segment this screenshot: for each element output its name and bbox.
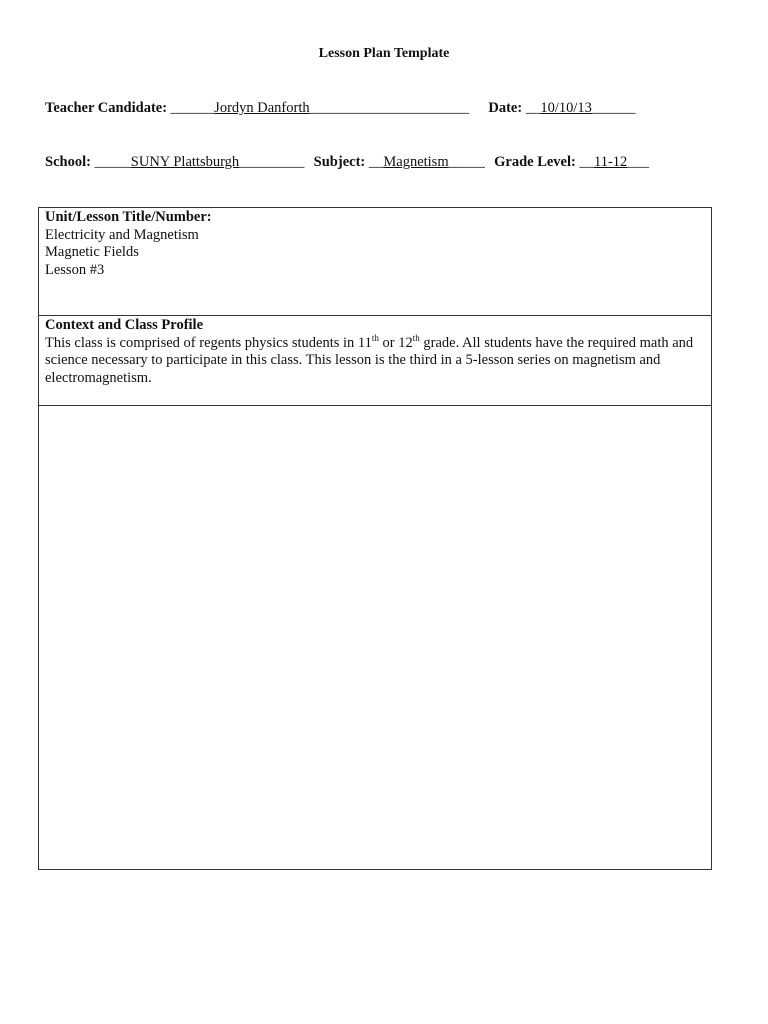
- date-label: Date:: [488, 100, 523, 116]
- teacher-candidate-label: Teacher Candidate:: [45, 100, 168, 116]
- grade-level-label: Grade Level:: [494, 154, 576, 170]
- teacher-candidate-field: ______Jordyn Danforth______________________: [170, 100, 470, 116]
- subject-value: Magnetism: [383, 154, 449, 170]
- grade-level-field: __11-12___: [579, 154, 650, 170]
- context-heading: Context and Class Profile: [45, 317, 204, 333]
- empty-section-box: [38, 405, 712, 870]
- school-value: SUNY Plattsburgh: [130, 154, 240, 170]
- date-field: __10/10/13______: [525, 100, 636, 116]
- grade-level-value: 11-12: [593, 154, 628, 170]
- teacher-date-line: [45, 100, 635, 117]
- unit-lesson-heading: Unit/Lesson Title/Number:: [45, 209, 212, 225]
- school-subject-grade-line: [45, 154, 649, 171]
- unit-lesson-line: Lesson #3: [45, 261, 105, 278]
- unit-lesson-box: [38, 207, 712, 316]
- subject-field: __Magnetism_____: [368, 154, 485, 170]
- page-title: Lesson Plan Template: [318, 46, 450, 61]
- school-field: _____SUNY Plattsburgh_________: [94, 154, 305, 170]
- unit-lesson-line: Magnetic Fields: [45, 244, 139, 260]
- context-class-profile-box: [38, 315, 712, 406]
- date-value: 10/10/13: [540, 100, 592, 116]
- subject-label: Subject:: [313, 154, 366, 170]
- context-paragraph: This class is comprised of regents physics students in 11th or 12th grade. All students have the required math and science necessary to participate in this class. This lesson is the third in a 5-lesson series on magnetism and electromagnetism.: [45, 332, 694, 386]
- unit-lesson-line: Electricity and Magnetism: [45, 226, 199, 243]
- teacher-candidate-value: Jordyn Danforth: [214, 100, 310, 116]
- school-label: School:: [45, 154, 91, 170]
